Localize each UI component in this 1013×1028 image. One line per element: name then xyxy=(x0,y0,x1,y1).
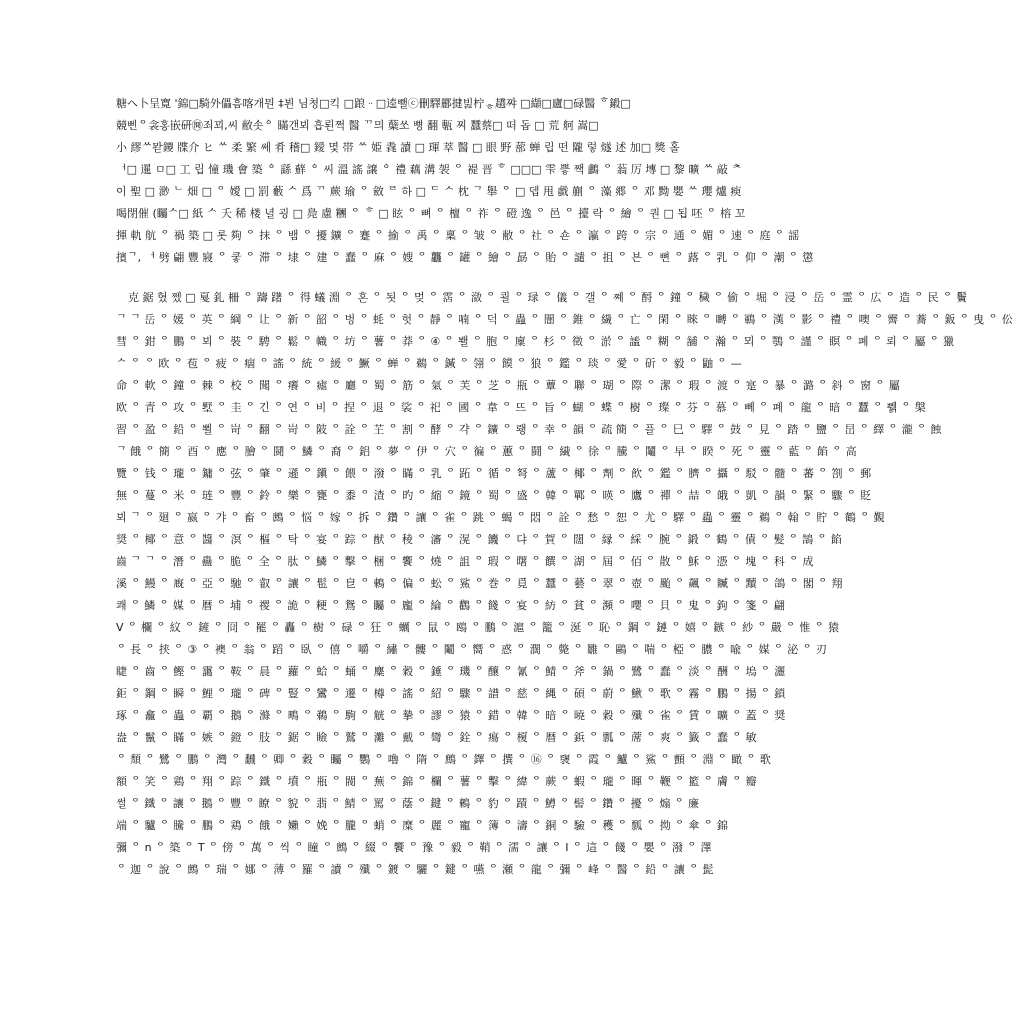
text-line: 奨 ᄋ 椰 ᄋ 意 ᄋ 醬 ᄋ 溟 ᄋ 樞 ᄋ 탁 ᄋ 宴 ᄋ 踪 ᄋ 猷 ᄋ 稜 ᄋ 瀋 ᄋ 滉 ᄋ 饑 ᄋ 댜 ᄋ 賀 ᄋ 闊 ᄋ 縁 ᄋ 綵 ᄋ 腕 ᄋ 鍛 ᄋ 鶴 ᄋ 債 ᄋ 髪 ᄋ 鵠 ᄋ 餡 xyxy=(116,533,842,546)
text-line: 揮 軌 航 ᄋ 禍 築 □ 롯 夠 ᄋ 抹 ᄋ 뱀 ᄋ 擾 鑛 ᄋ 蹇 ᄋ 揄 ᄋ 禹 ᄋ 稟 ᄋ 皱 ᄋ 敝 ᄋ 社 ᄋ 숀 ᄋ 瀛 ᄋ 跨 ᄋ 宗 ᄋ 通 ᄋ 媚 ᄋ 速 ᄋ 庭 ᄋ 謡 xyxy=(116,229,800,242)
text-line: 額 ᄋ 笑 ᄋ 鶏 ᄋ 翔 ᄋ 踪 ᄋ 鐵 ᄋ 墳 ᄋ 瓶 ᄋ 閥 ᄋ 蕪 ᄋ 錦 ᄋ 欄 ᄋ 薯 ᄋ 擊 ᄋ 緯 ᄋ 蕨 ᄋ 蝦 ᄋ 瓏 ᄋ 暉 ᄋ 鞭 ᄋ 籃 ᄋ 膚 ᄋ 瓣 xyxy=(116,775,757,788)
text-line: 喝閉催 (矚ᄉ□ 紙 ᄉ 夭 稀 楼 녈 굉 □ 鳧 慮 糰 ᄋ ᄒ □ 眩 ᄋ 뼈 ᄋ 檀 ᄋ 祚 ᄋ 磴 逸 ᄋ 邑 ᄋ 擡 락 ᄋ 繪 ᄋ 퀀 □ 됩 呸 ᄋ 榕 꼬 xyxy=(116,207,746,220)
text-line: 糖ヘ卜呈寛 '錦□騎外儡흠喀개뭔 ‡뵌 님쳥□킥 □踉ᆢ□逵뺄ⓒ刪驛酈揵빒柠ᇂ趫쨔 □纈□廬□碌醫 ᄒ鎩□ xyxy=(116,97,631,110)
text-line: 小 繆ᄊ뫋鑁 牒介 ヒ ᄊ 柔 繁 쎄 肴 稽□ 鑀 몇 帯 ᄊ 姫 毳 讀 □ 琿 萃 醫 □ 眼 野 蔀 蝉 립 떤 隴 렇 燧 述 加□ 獎 홀 xyxy=(116,141,680,154)
text-line: 齒 ᄀ ᄀ ᄋ 潛 ᄋ 蠱 ᄋ 脆 ᄋ 全 ᄋ 肽 ᄋ 鱗 ᄋ 擊 ᄋ 梱 ᄋ 饗 ᄋ 燒 ᄋ 詛 ᄋ 瑕 ᄋ 曙 ᄋ 饌 ᄋ 湖 ᄋ 屆 ᄋ 佰 ᄋ 散 ᄋ 穌 ᄋ 憑 ᄋ 塊 ᄋ 科 ᄋ 成 xyxy=(116,555,814,568)
text-line: ᅥ□ 暹 ㅁ□ 工 립 憧 璣 會 築 ᅌ 繇 蘚 ᅌ 씨 溫 謠 譲 ᅌ 禮 藕 溝 袈 ᄋ 褆 晋 ᄒ □□□ 雫 쁳 짹 鸕 ᄋ 蓊 厉 塼 □ 黎 曠 ᄊ 敲 ᄎ xyxy=(116,163,742,176)
text-line: 琢 ᄋ 龕 ᄋ 蟲 ᄋ 覇 ᄋ 鵝 ᄋ 滌 ᄋ 鴫 ᄋ 鵜 ᄋ 駒 ᄋ 觥 ᄋ 摯 ᄋ 謬 ᄋ 猿 ᄋ 錯 ᄋ 韓 ᄋ 暗 ᄋ 曉 ᄋ 穀 ᄋ 殲 ᄋ 雀 ᄋ 賃 ᄋ 曠 ᄋ 蓋 ᄋ 奨 xyxy=(116,709,786,722)
text-line: ᄉ ᄋ ᄋ 欧 ᄋ 苞 ᄋ 疲 ᄋ 痼 ᄋ 謠 ᄋ 統 ᄋ 緩 ᄋ 鱖 ᄋ 蝉 ᄋ 鵜 ᄋ 鍼 ᄋ 翎 ᄋ 饃 ᄋ 狼 ᄋ 鑑 ᄋ 琰 ᄋ 愛 ᄋ 斫 ᄋ 毅 ᄋ 鼬 ᄋ — xyxy=(116,357,742,370)
text-line: 競삔ᄋ衾홍嵌硏㉄죄꾀,씨 敝솟ᅌ 瞞갠뵈 흡뢴쩍 醫 ᄁ믜 蘖쏘 뼝 翻 甎 찌 蠶蔡□ 떠 돕 □ 荒 舸 嵩□ xyxy=(116,119,599,132)
paragraph-1 xyxy=(116,93,814,269)
paragraph-2 xyxy=(116,287,1013,881)
text-line: ᄀ ᄀ 岳 ᄋ 媛 ᄋ 英 ᄋ 綱 ᄋ 让 ᄋ 新 ᄋ 韶 ᄋ 벙 ᄋ 蚝 ᄋ 헛 ᄋ 靜 ᄋ 喃 ᄋ 덕 ᄋ 蟲 ᄋ 闇 ᄋ 錐 ᄋ 繊 ᄋ 亡 ᄋ 閑 ᄋ 睞 ᄋ 嚩 ᄋ 鶤 ᄋ 漢 ᄋ 影 ᄋ 禮 ᄋ 噢 ᄋ 霽 ᄋ 蕎 ᄋ 鈑 ᄋ 曳 ᄋ 伀 xyxy=(116,313,1013,326)
text-line: 習 ᄋ 盈 ᄋ 鉛 ᄋ 뾜 ᄋ 岢 ᄋ 翻 ᄋ 岢 ᄋ 陂 ᄋ 詮 ᄋ 芏 ᄋ 割 ᄋ 酵 ᄋ 갹 ᄋ 鑛 ᄋ 뢩 ᄋ 幸 ᄋ 韻 ᄋ 疏 簡 ᄋ 플 ᄋ 巳 ᄋ 驛 ᄋ 鼓 ᄋ 見 ᄋ 踏 ᄋ 鹽 ᄋ 旵 ᄋ 繹 ᄋ 瀧 ᄋ 蝕 xyxy=(116,423,942,436)
text-line: 彌 ᄋ n ᄋ 築 ᄋ T ᄋ 傍 ᄋ 萬 ᄋ 씩 ᄋ 瞳 ᄋ 鷓 ᄋ 綴 ᄋ 饗 ᄋ 豫 ᄋ 毅 ᄋ 鞘 ᄋ 濡 ᄋ 讓 ᄋ I ᄋ 這 ᄋ 餞 ᄋ 嬰 ᄋ 潑 ᄋ 澤 xyxy=(116,841,712,854)
text-line: 克 鋸 혔 쩼 □ 戛 釓 柵 ᄋ 躊 躇 ᄋ 得 蟻 淵 ᄋ 혼 ᄋ 됫 ᄋ 멎 ᄋ 霑 ᄋ 潋 ᄋ 쾰 ᄋ 琭 ᄋ 儀 ᄋ 갤 ᄋ 쪠 ᄋ 酹 ᄋ 鐘 ᄋ 穢 ᄋ 偷 ᄋ 堀 ᄋ 浸 ᄋ 岳 ᄋ 霊 ᄋ 広 ᄋ 造 ᄋ 民 ᄋ 鬢 xyxy=(128,291,968,304)
text-line: 欧 ᄋ 青 ᄋ 攻 ᄋ 墅 ᄋ 圭 ᄋ 긴 ᄋ 연 ᄋ 비 ᄋ 捏 ᄋ 退 ᄋ 裟 ᄋ 祀 ᄋ 國 ᄋ 韋 ᄋ 뜨 ᄋ 旨 ᄋ 蝴 ᄋ 蝶 ᄋ 樹 ᄋ 璨 ᄋ 芬 ᄋ 慕 ᄋ 뻬 ᄋ 폐 ᄋ 龍 ᄋ 暗 ᄋ 蠶 ᄋ 쀍 ᄋ 槃 xyxy=(116,401,926,414)
text-line: V ᄋ 欄 ᄋ 紋 ᄋ 鏟 ᄋ 冏 ᄋ 罷 ᄋ 轟 ᄋ 樹 ᄋ 碌 ᄋ 狂 ᄋ 蠣 ᄋ 鼠 ᄋ 鴎 ᄋ 鵬 ᄋ 滬 ᄋ 籠 ᄋ 涎 ᄋ 恥 ᄋ 鋼 ᄋ 鏈 ᄋ 嬉 ᄋ 鏃 ᄋ 紗 ᄋ 嚴 ᄋ 惟 ᄋ 猿 xyxy=(116,621,840,634)
text-line: 命 ᄋ 軟 ᄋ 鐘 ᄋ 棘 ᄋ 校 ᄋ 聞 ᄋ 癢 ᄋ 瘧 ᄋ 廳 ᄋ 蜀 ᄋ 筋 ᄋ 氣 ᄋ 芙 ᄋ 芝 ᄋ 瓶 ᄋ 蕈 ᄋ 聯 ᄋ 瑚 ᄋ 際 ᄋ 潔 ᄋ 瑕 ᄋ 渡 ᄋ 寔 ᄋ 暴 ᄋ 潞 ᄋ 斜 ᄋ 窗 ᄋ 屬 xyxy=(116,379,900,392)
text-line: 쾌 ᄋ 鱗 ᄋ 媒 ᄋ 暦 ᄋ 埔 ᄋ 禝 ᄋ 詭 ᄋ 粳 ᄋ 鴛 ᄋ 矚 ᄋ 龐 ᄋ 綸 ᄋ 鸛 ᄋ 餞 ᄋ 宴 ᄋ 紡 ᄋ 貧 ᄋ 瀕 ᄋ 嚶 ᄋ 貝 ᄋ 鬼 ᄋ 鉤 ᄋ 箋 ᄋ 翩 xyxy=(116,599,785,612)
text-line: ᄀ 餓 ᄋ 簡 ᄋ 酉 ᄋ 應 ᄋ 膾 ᄋ 鬪 ᄋ 鱗 ᄋ 裔 ᄋ 鋁 ᄋ 夢 ᄋ 伊 ᄋ 穴 ᄋ 徧 ᄋ 蕙 ᄋ 鬪 ᄋ 繊 ᄋ 徐 ᄋ 騰 ᄋ 鬮 ᄋ 早 ᄋ 睽 ᄋ 死 ᄋ 靈 ᄋ 藍 ᄋ 餡 ᄋ 高 xyxy=(116,445,857,458)
text-line: 擯ᄀ, ᅥ 劈 翩 豐 寢 ᄋ 쿻 ᄋ 滞 ᄋ 埭 ᄋ 建 ᄋ 蠢 ᄋ 麻 ᄋ 嫂 ᄋ 龘 ᄋ 罐 ᄋ 繪 ᄋ 勗 ᄋ 貽 ᄋ 譴 ᄋ 抯 ᄋ 븐 ᄋ 뼌 ᄋ 蕗 ᄋ 乳 ᄋ 仰 ᄋ 潮 ᄋ 懲 xyxy=(116,251,814,264)
text-line: 溪 ᄋ 鰻 ᄋ 廐 ᄋ 亞 ᄋ 馳 ᄋ 叡 ᄋ 讓 ᄋ 髢 ᄋ 皀 ᄋ 鶇 ᄋ 偏 ᄋ 蚣 ᄋ 鯊 ᄋ 巻 ᄋ 覓 ᄋ 蠶 ᄋ 藝 ᄋ 翠 ᄋ 壺 ᄋ 颱 ᄋ 飆 ᄋ 贓 ᄋ 黷 ᄋ 鴿 ᄋ 閣 ᄋ 翔 xyxy=(116,577,843,590)
text-line: 端 ᄋ 驢 ᄋ 騰 ᄋ 鵬 ᄋ 鶏 ᄋ 餓 ᄋ 嬾 ᄋ 娩 ᄋ 朧 ᄋ 蛸 ᄋ 糜 ᄋ 麗 ᄋ 寵 ᄋ 簿 ᄋ 濤 ᄋ 銅 ᄋ 驗 ᄋ 穫 ᄋ 瓢 ᄋ 拗 ᄋ 傘 ᄋ 錦 xyxy=(116,819,728,832)
text-line: ᄋ 頽 ᄋ 鷺 ᄋ 鵬 ᄋ 灣 ᄋ 飜 ᄋ 卿 ᄋ 穀 ᄋ 矚 ᄋ 鸚 ᄋ 嚕 ᄋ 隋 ᄋ 鷓 ᄋ 鐸 ᄋ 撰 ᄋ ⑯ ᄋ 襃 ᄋ 霞 ᄋ 鱸 ᄋ 鯊 ᄋ 顫 ᄋ 淵 ᄋ 瞰 ᄋ 歌 xyxy=(116,753,771,766)
text-line: 이 聖 □ 渺 ᄂ 畑 □ ᄋ 嬡 □ 罰 藪 ᄉ 爲 ᄁ 蕨 瑜 ᄋ 斂 ᄅ 하 □ ᄃ ᄉ 枕 ᄀ 舉 ᄋ □ 뎁 甩 戱 蒯 ᄋ 藻 郷 ᄋ 邓 黝 嬰 ᄊ 瓔 爐 瘐 xyxy=(116,185,742,198)
text-line: 뵈 ᄀ ᄋ 廻 ᄋ 嬴 ᄋ 갸 ᄋ 畜 ᄋ 鷓 ᄋ 悩 ᄋ 嫁 ᄋ 拆 ᄋ 鑽 ᄋ 讓 ᄋ 雀 ᄋ 跳 ᄋ 蝎 ᄋ 悶 ᄋ 詮 ᄋ 愁 ᄋ 恕 ᄋ 尤 ᄋ 驛 ᄋ 蟲 ᄋ 靈 ᄋ 鵜 ᄋ 翰 ᄋ 貯 ᄋ 鶴 ᄋ 覲 xyxy=(116,511,885,524)
text-line: 覽 ᄋ 钱 ᄋ 瓏 ᄋ 鏞 ᄋ 弦 ᄋ 肇 ᄋ 遜 ᄋ 鎭 ᄋ 餵 ᄋ 潑 ᄋ 瞞 ᄋ 乳 ᄋ 跖 ᄋ 循 ᄋ 弩 ᄋ 蘆 ᄋ 椰 ᄋ 劑 ᄋ 飮 ᄋ 鑑 ᄋ 臍 ᄋ 攝 ᄋ 駁 ᄋ 髓 ᄋ 蕃 ᄋ 劄 ᄋ 郵 xyxy=(116,467,872,480)
text-line: 睫 ᄋ 齒 ᄋ 鰹 ᄋ 靄 ᄋ 鞍 ᄋ 晨 ᄋ 蘿 ᄋ 蛤 ᄋ 蛹 ᄋ 麋 ᄋ 穀 ᄋ 錘 ᄋ 璣 ᄋ 釀 ᄋ 氰 ᄋ 鯖 ᄋ 斧 ᄋ 鍋 ᄋ 鷺 ᄋ 蠢 ᄋ 淡 ᄋ 酬 ᄋ 塢 ᄋ 灑 xyxy=(116,665,786,678)
text-line: 鉅 ᄋ 鋼 ᄋ 瞬 ᄋ 鯉 ᄋ 瓏 ᄋ 碑 ᄋ 豎 ᄋ 鸞 ᄋ 遷 ᄋ 樽 ᄋ 謠 ᄋ 紹 ᄋ 驟 ᄋ 譜 ᄋ 慈 ᄋ 縄 ᄋ 碩 ᄋ 蔚 ᄋ 鰍 ᄋ 歌 ᄋ 霧 ᄋ 鵬 ᄋ 揚 ᄋ 鎖 xyxy=(116,687,786,700)
text-line: 盎 ᄋ 鬣 ᄋ 瞞 ᄋ 嫉 ᄋ 鐙 ᄋ 肢 ᄋ 鋸 ᄋ 瞼 ᄋ 鷲 ᄋ 灘 ᄋ 戴 ᄋ 彎 ᄋ 銓 ᄋ 瘍 ᄋ 榎 ᄋ 暦 ᄋ 鋲 ᄋ 瓢 ᄋ 蓆 ᄋ 爽 ᄋ 籤 ᄋ 蠢 ᄋ 敏 xyxy=(116,731,757,744)
text-line: ᄋ 長 ᄋ 挟 ᄋ ③ ᄋ 襖 ᄋ 翁 ᄋ 蹈 ᄋ 臥 ᄋ 僖 ᄋ 嚼 ᄋ 繡 ᄋ 髏 ᄋ 鬮 ᄋ 嚮 ᄋ 惑 ᄋ 濶 ᄋ 斃 ᄋ 雛 ᄋ 鷗 ᄋ 喘 ᄋ 椏 ᄋ 膿 ᄋ 喩 ᄋ 媒 ᄋ 泌 ᄋ 刃 xyxy=(116,643,827,656)
text-line: 彗 ᄋ 鉗 ᄋ 鵬 ᄋ 뵈 ᄋ 裝 ᄋ 騁 ᄋ 鬆 ᄋ 幟 ᄋ 坊 ᄋ 薯 ᄋ 莽 ᄋ ④ ᄋ 봴 ᄋ 胞 ᄋ 廩 ᄋ 杉 ᄋ 徵 ᄋ 淤 ᄋ 謐 ᄋ 糊 ᄋ 舗 ᄋ 瀚 ᄋ 뫼 ᄋ 鶚 ᄋ 謹 ᄋ 瞑 ᄋ 폐 ᄋ 뢰 ᄋ 屬 ᄋ 獵 xyxy=(116,335,954,348)
text-line: ᄋ 迦 ᄋ 說 ᄋ 鷓 ᄋ 瑞 ᄋ 娜 ᄋ 薄 ᄋ 羅 ᄋ 讀 ᄋ 殲 ᄋ 鍍 ᄋ 驪 ᄋ 鍵 ᄋ 嚥 ᄋ 瀬 ᄋ 龍 ᄋ 彌 ᄋ 峰 ᄋ 醫 ᄋ 鉛 ᄋ 讓 ᄋ 髭 xyxy=(116,863,714,876)
text-line: 無 ᄋ 蔓 ᄋ 米 ᄋ 琏 ᄋ 豐 ᄋ 鈴 ᄋ 樂 ᄋ 甕 ᄋ 黍 ᄋ 渣 ᄋ 旳 ᄋ 縮 ᄋ 鏡 ᄋ 蜀 ᄋ 盛 ᄋ 韓 ᄋ 鄲 ᄋ 暎 ᄋ 鷹 ᄋ 禪 ᄋ 喆 ᄋ 皒 ᄋ 凱 ᄋ 韻 ᄋ 緊 ᄋ 驟 ᄋ 貶 xyxy=(116,489,872,502)
text-line: 썰 ᄋ 鐵 ᄋ 讓 ᄋ 鵝 ᄋ 豐 ᄋ 瞭 ᄋ 貌 ᄋ 翡 ᄋ 鯖 ᄋ 罵 ᄋ 蔭 ᄋ 鍵 ᄋ 鶇 ᄋ 豹 ᄋ 蹟 ᄋ 鱒 ᄋ 髻 ᄋ 鑽 ᄋ 擾 ᄋ 煽 ᄋ 廉 xyxy=(116,797,700,810)
